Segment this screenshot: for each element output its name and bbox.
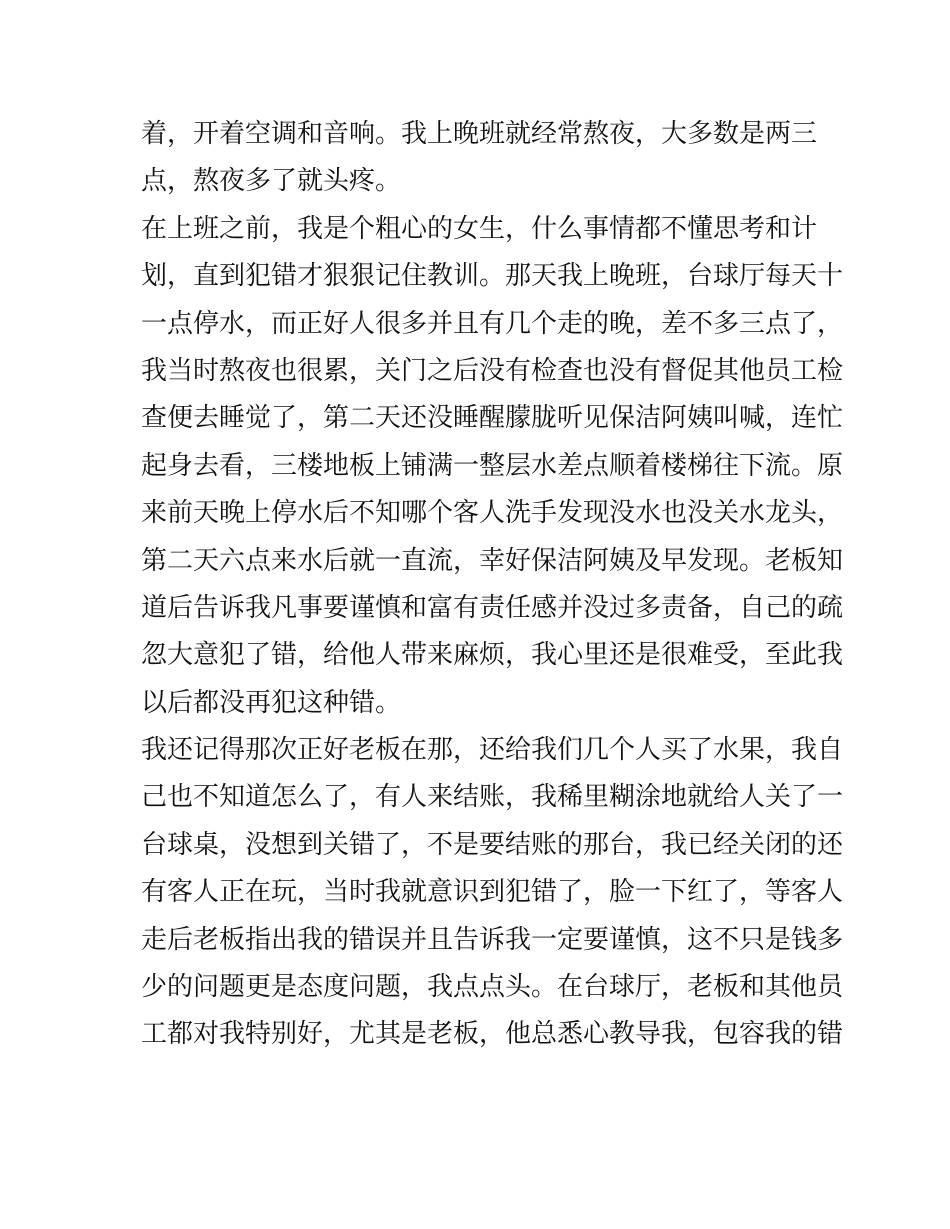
text-line: 一点停水，而正好人很多并且有几个走的晚，差不多三点了， bbox=[141, 308, 844, 339]
text-line: 以后都没再犯这种错。 bbox=[141, 687, 402, 718]
text-line: 点，熬夜多了就头疼。 bbox=[141, 166, 402, 197]
text-line: 查便去睡觉了，第二天还没睡醒朦胧听见保洁阿姨叫喊，连忙 bbox=[141, 403, 844, 434]
text-line: 台球桌，没想到关错了，不是要结账的那台，我已经关闭的还 bbox=[141, 829, 844, 860]
text-line: 少的问题更是态度问题，我点点头。在台球厅，老板和其他员 bbox=[141, 972, 844, 1003]
text-line: 己也不知道怎么了，有人来结账，我稀里糊涂地就给人关了一 bbox=[141, 782, 844, 813]
text-line: 着，开着空调和音响。我上晚班就经常熬夜，大多数是两三 bbox=[141, 119, 818, 149]
text-line: 来前天晚上停水后不知哪个客人洗手发现没水也没关水龙头， bbox=[141, 498, 844, 529]
text-line: 工都对我特别好，尤其是老板，他总悉心教导我，包容我的错 bbox=[141, 1019, 844, 1050]
text-line: 在上班之前，我是个粗心的女生，什么事情都不懂思考和计 bbox=[141, 213, 818, 244]
text-line: 道后告诉我凡事要谨慎和富有责任感并没过多责备，自己的疏 bbox=[141, 592, 844, 623]
text-line: 忽大意犯了错，给他人带来麻烦，我心里还是很难受，至此我 bbox=[141, 640, 844, 671]
text-line: 划，直到犯错才狠狠记住教训。那天我上晚班，台球厅每天十 bbox=[141, 261, 844, 292]
body-text bbox=[141, 111, 844, 1059]
text-line: 走后老板指出我的错误并且告诉我一定要谨慎，这不只是钱多 bbox=[141, 924, 844, 955]
text-line: 我当时熬夜也很累，关门之后没有检查也没有督促其他员工检 bbox=[141, 355, 844, 386]
text-line: 起身去看，三楼地板上铺满一整层水差点顺着楼梯往下流。原 bbox=[141, 450, 844, 481]
text-line: 我还记得那次正好老板在那，还给我们几个人买了水果，我自 bbox=[141, 735, 844, 766]
text-line: 第二天六点来水后就一直流，幸好保洁阿姨及早发现。老板知 bbox=[141, 545, 844, 576]
text-line: 有客人正在玩，当时我就意识到犯错了，脸一下红了，等客人 bbox=[141, 877, 844, 908]
